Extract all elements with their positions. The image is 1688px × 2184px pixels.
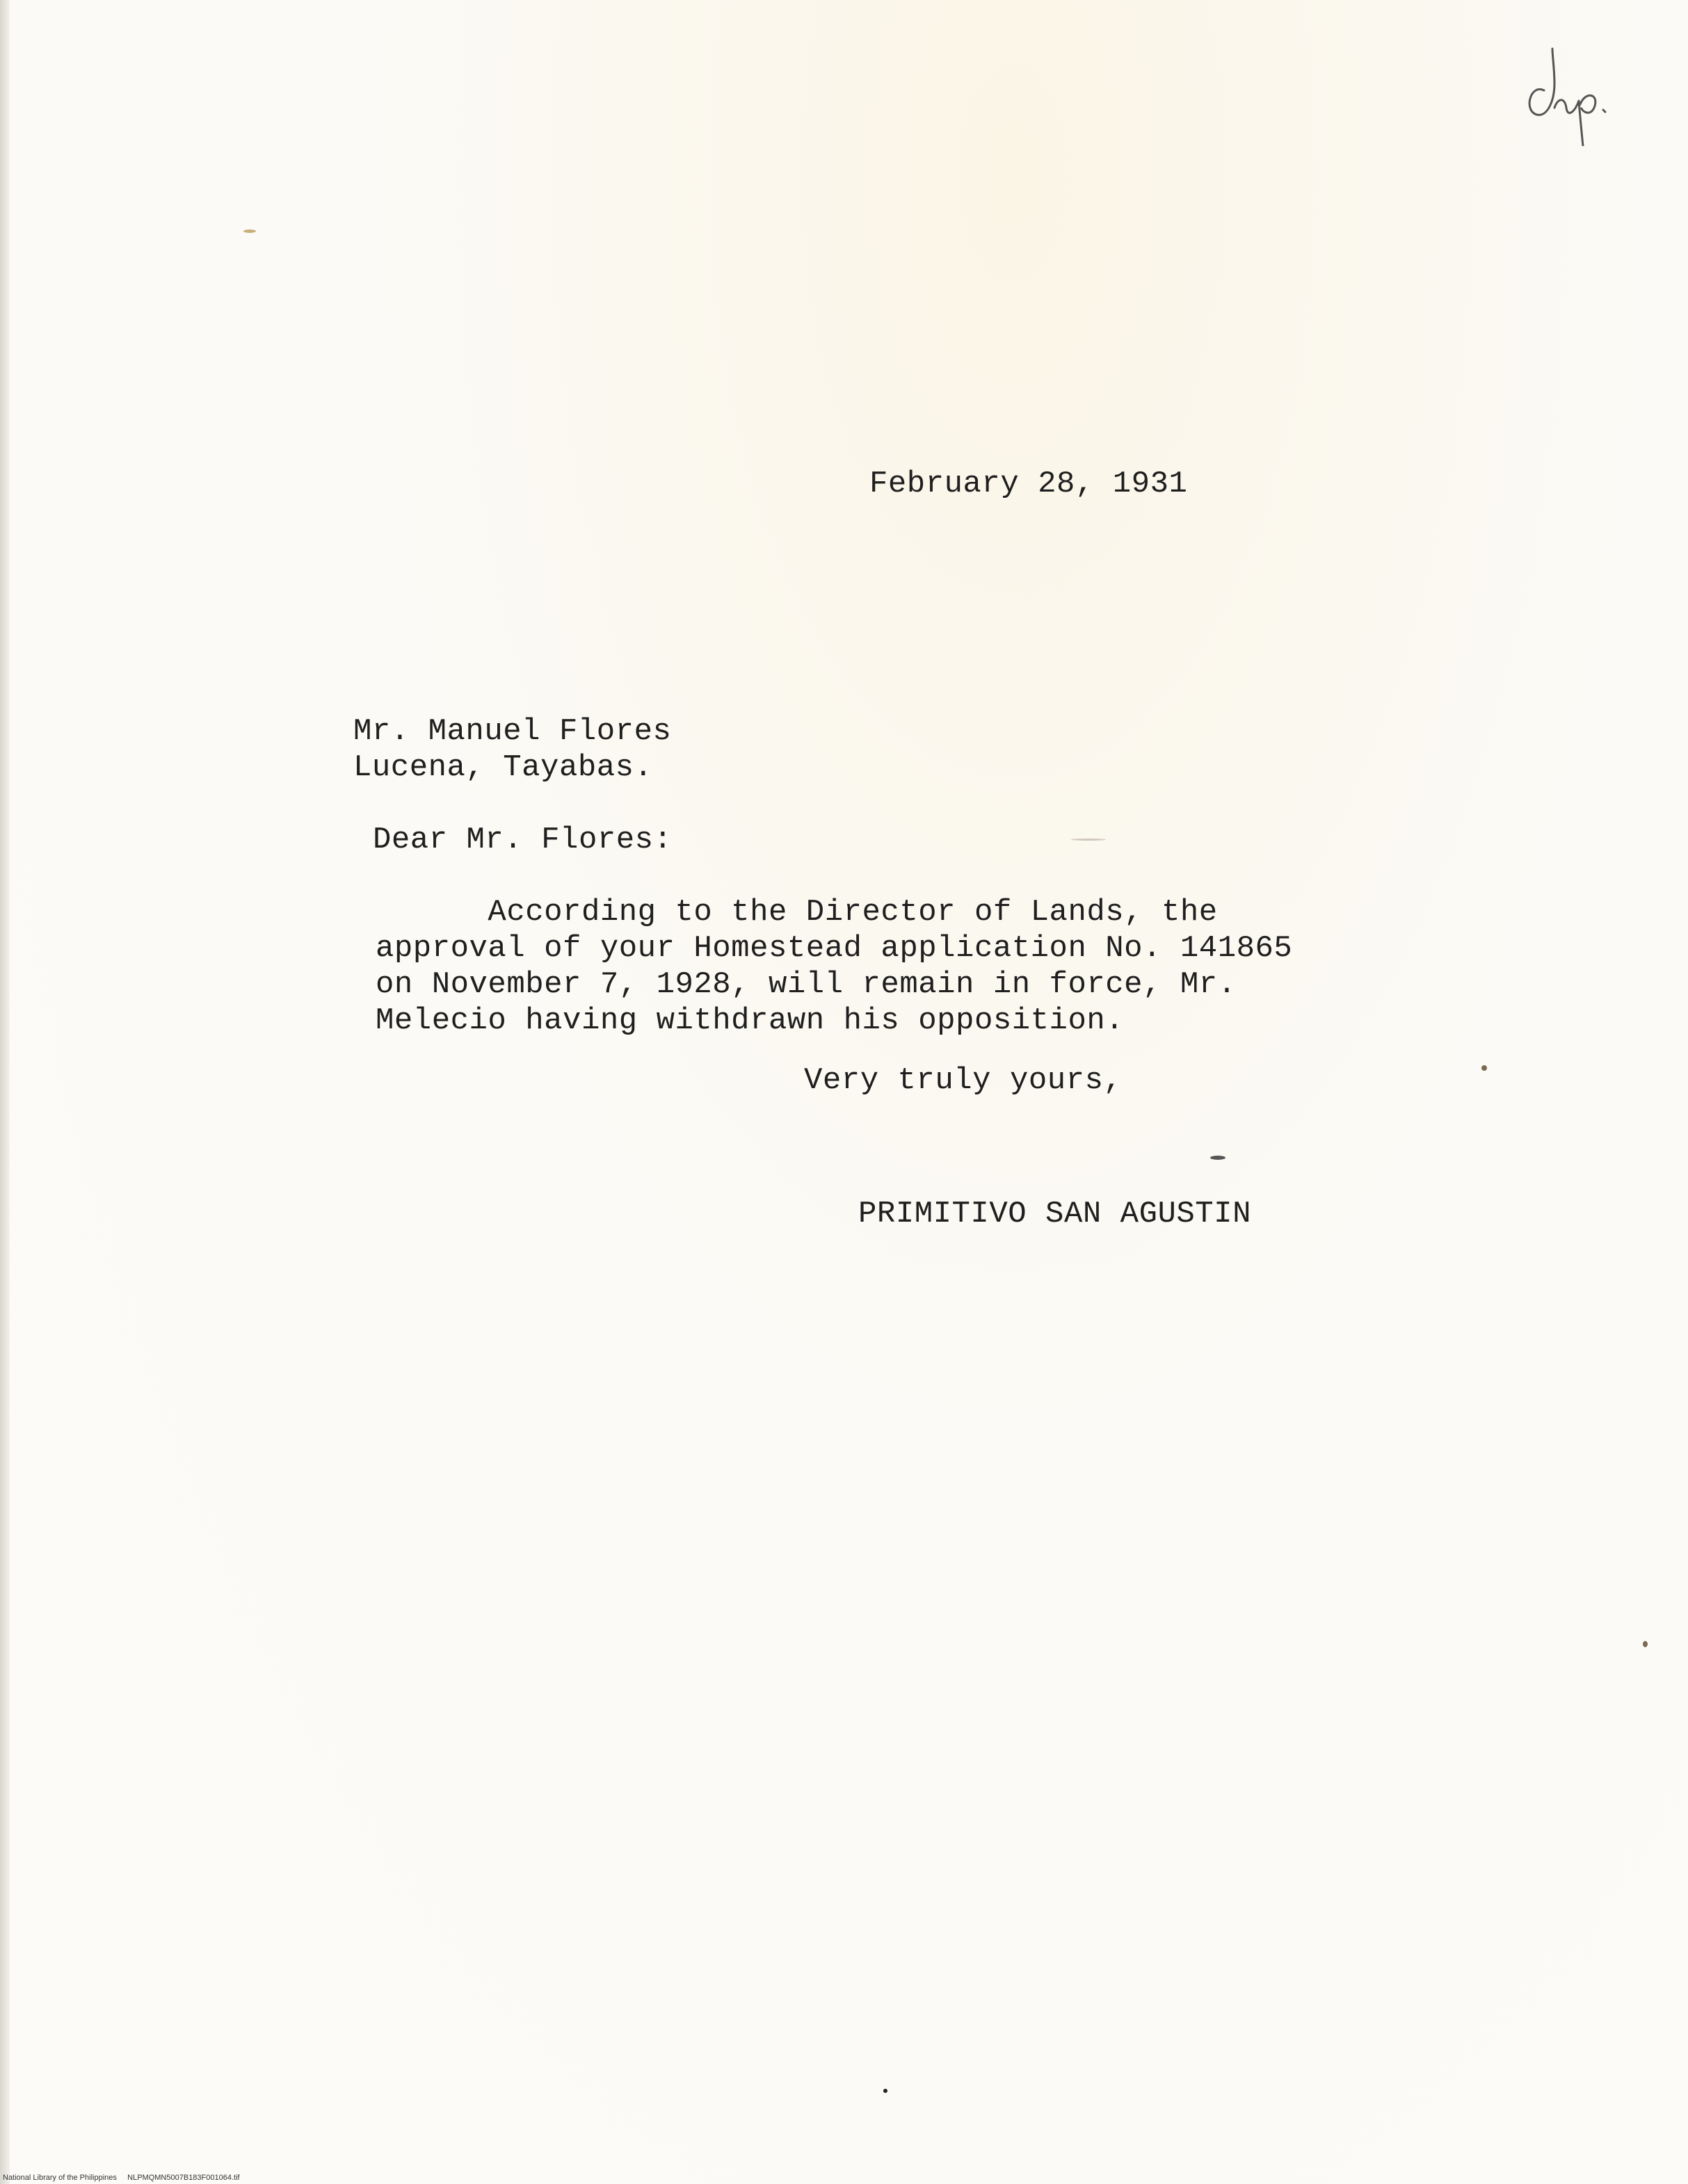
scan-speck bbox=[1071, 839, 1106, 841]
closing: Very truly yours, bbox=[804, 1063, 1123, 1098]
scan-speck bbox=[1210, 1156, 1225, 1160]
body-line: According to the Director of Lands, the bbox=[376, 895, 1218, 930]
salutation: Dear Mr. Flores: bbox=[373, 823, 673, 857]
scan-speck bbox=[1481, 1065, 1487, 1071]
scan-footer bbox=[3, 2174, 240, 2182]
scan-speck bbox=[1643, 1641, 1648, 1647]
letter-date: February 28, 1931 bbox=[869, 467, 1188, 501]
body-line: approval of your Homestead application No. 141865 bbox=[376, 931, 1293, 966]
recipient-city: Lucena, Tayabas. bbox=[353, 750, 653, 785]
scan-edge bbox=[0, 0, 10, 2184]
recipient-name: Mr. Manuel Flores bbox=[353, 714, 672, 749]
scan-speck bbox=[883, 2089, 887, 2093]
handwritten-dup-note bbox=[1516, 42, 1634, 146]
body-line: on November 7, 1928, will remain in force, Mr. bbox=[376, 967, 1237, 1002]
signature-name: PRIMITIVO SAN AGUSTIN bbox=[858, 1197, 1251, 1231]
body-line: Melecio having withdrawn his opposition. bbox=[376, 1003, 1125, 1038]
scan-speck bbox=[243, 229, 256, 233]
footer-library: National Library of the Philippines bbox=[3, 2174, 117, 2182]
footer-file-id: NLPMQMN5007B183F001064.tif bbox=[127, 2174, 240, 2182]
